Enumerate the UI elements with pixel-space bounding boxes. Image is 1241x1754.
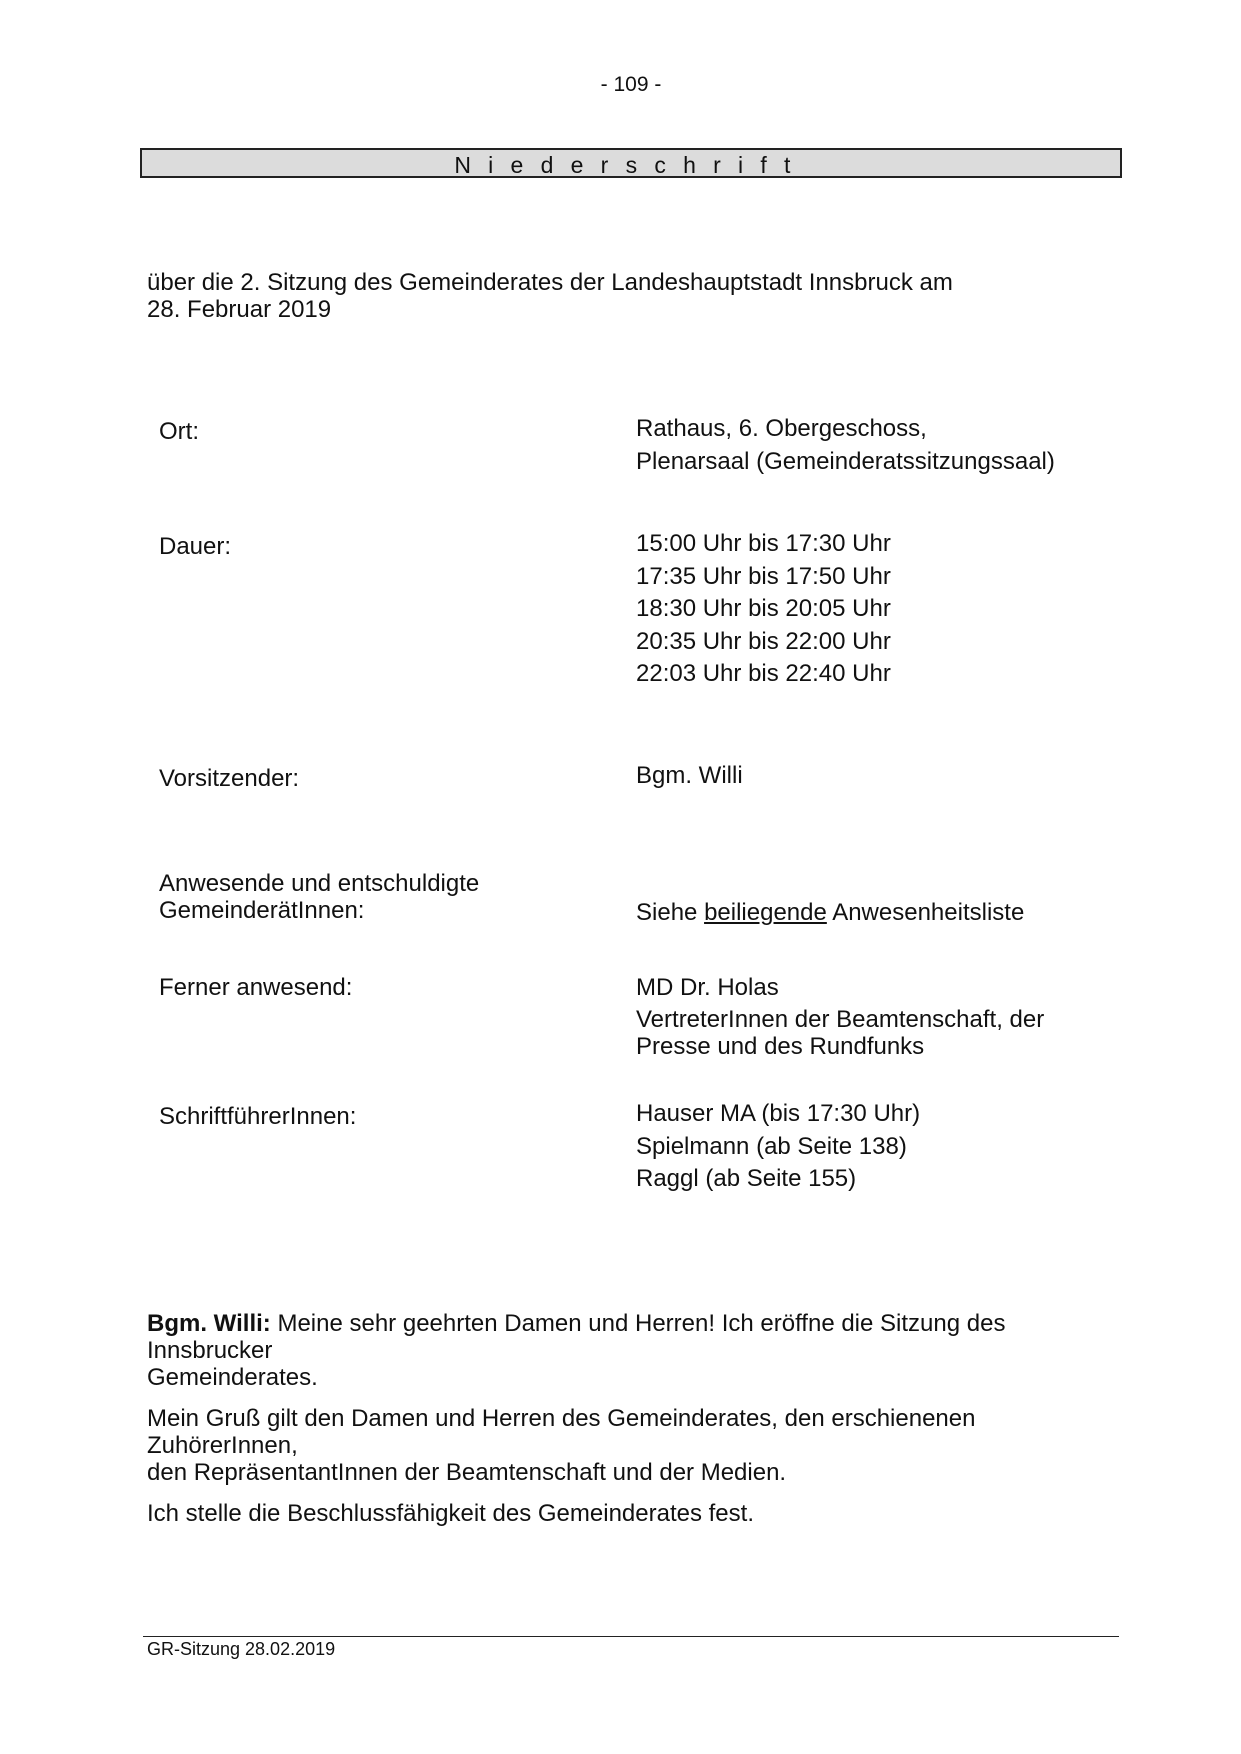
- dauer-time-range: 18:30 Uhr bis 20:05 Uhr: [636, 595, 891, 622]
- paragraph: [147, 1405, 1107, 1486]
- dauer-time-range: 22:03 Uhr bis 22:40 Uhr: [636, 660, 891, 687]
- paragraph: [147, 1310, 1107, 1391]
- intro-date: 28. Februar 2019: [147, 296, 332, 323]
- ferner-value-line: VertreterInnen der Beamtenschaft, der: [636, 1006, 1045, 1033]
- paragraph-text: den RepräsentantInnen der Beamtenschaft und der Medien.: [147, 1459, 787, 1486]
- schriftfuehrer-name: Spielmann (ab Seite 138): [636, 1132, 907, 1160]
- dauer-time-range: 17:35 Uhr bis 17:50 Uhr: [636, 562, 891, 590]
- page-number: - 109 -: [600, 73, 662, 96]
- anwesende-suffix: Anwesenheitsliste: [826, 899, 1025, 926]
- vorsitzender-value: [636, 760, 1156, 793]
- vorsitzender-label: Vorsitzender:: [159, 765, 300, 792]
- dauer-value: [636, 528, 1156, 691]
- intro-paragraph: [147, 269, 1047, 323]
- intro-line: über die 2. Sitzung des Gemeinderates der Landeshauptstadt Innsbruck am: [147, 269, 953, 296]
- anwesende-label-line: Anwesende und entschuldigte: [159, 870, 480, 897]
- ort-value-line: Rathaus, 6. Obergeschoss,: [636, 415, 927, 442]
- minutes-body: [147, 1310, 1107, 1541]
- ferner-value-line: Presse und des Rundfunks: [636, 1033, 925, 1060]
- anwesende-label-line: GemeinderätInnen:: [159, 897, 365, 924]
- schriftfuehrer-name: Raggl (ab Seite 155): [636, 1165, 857, 1192]
- ferner-value: [636, 974, 1156, 1060]
- anwesende-label: [159, 870, 599, 924]
- anwesende-prefix: Siehe: [636, 899, 705, 926]
- footer-text: GR-Sitzung 28.02.2019: [147, 1639, 336, 1659]
- anwesende-value: [636, 899, 1156, 926]
- paragraph: [147, 1500, 1107, 1527]
- schriftfuehrer-label: SchriftführerInnen:: [159, 1103, 357, 1130]
- schriftfuehrer-name: Hauser MA (bis 17:30 Uhr): [636, 1100, 921, 1127]
- speaker-name: Bgm. Willi:: [147, 1310, 271, 1337]
- dauer-time-range: 20:35 Uhr bis 22:00 Uhr: [636, 627, 891, 655]
- ort-label: Ort:: [159, 418, 199, 445]
- document-title: Niederschrift: [140, 148, 1122, 178]
- paragraph-text: Gemeinderates.: [147, 1364, 318, 1391]
- schriftfuehrer-value: [636, 1098, 1156, 1196]
- ferner-value-line: MD Dr. Holas: [636, 974, 779, 1001]
- anwesende-value-line: [636, 899, 1156, 926]
- paragraph-text: Mein Gruß gilt den Damen und Herren des Gemeinderates, den erschienenen ZuhörerInnen,: [147, 1405, 976, 1459]
- paragraph-text: Ich stelle die Beschlussfähigkeit des Gemeinderates fest.: [147, 1500, 754, 1527]
- dauer-time-range: 15:00 Uhr bis 17:30 Uhr: [636, 530, 891, 557]
- beiliegende-link[interactable]: beiliegende: [704, 899, 827, 926]
- vorsitzender-name: Bgm. Willi: [636, 762, 743, 789]
- dauer-label: Dauer:: [159, 533, 232, 560]
- ferner-label: Ferner anwesend:: [159, 974, 353, 1001]
- ort-value: [636, 413, 1156, 478]
- ort-value-line: Plenarsaal (Gemeinderatssitzungssaal): [636, 447, 1055, 475]
- paragraph-text: Meine sehr geehrten Damen und Herren! Ich eröffne die Sitzung des Innsbrucker: [147, 1310, 1006, 1364]
